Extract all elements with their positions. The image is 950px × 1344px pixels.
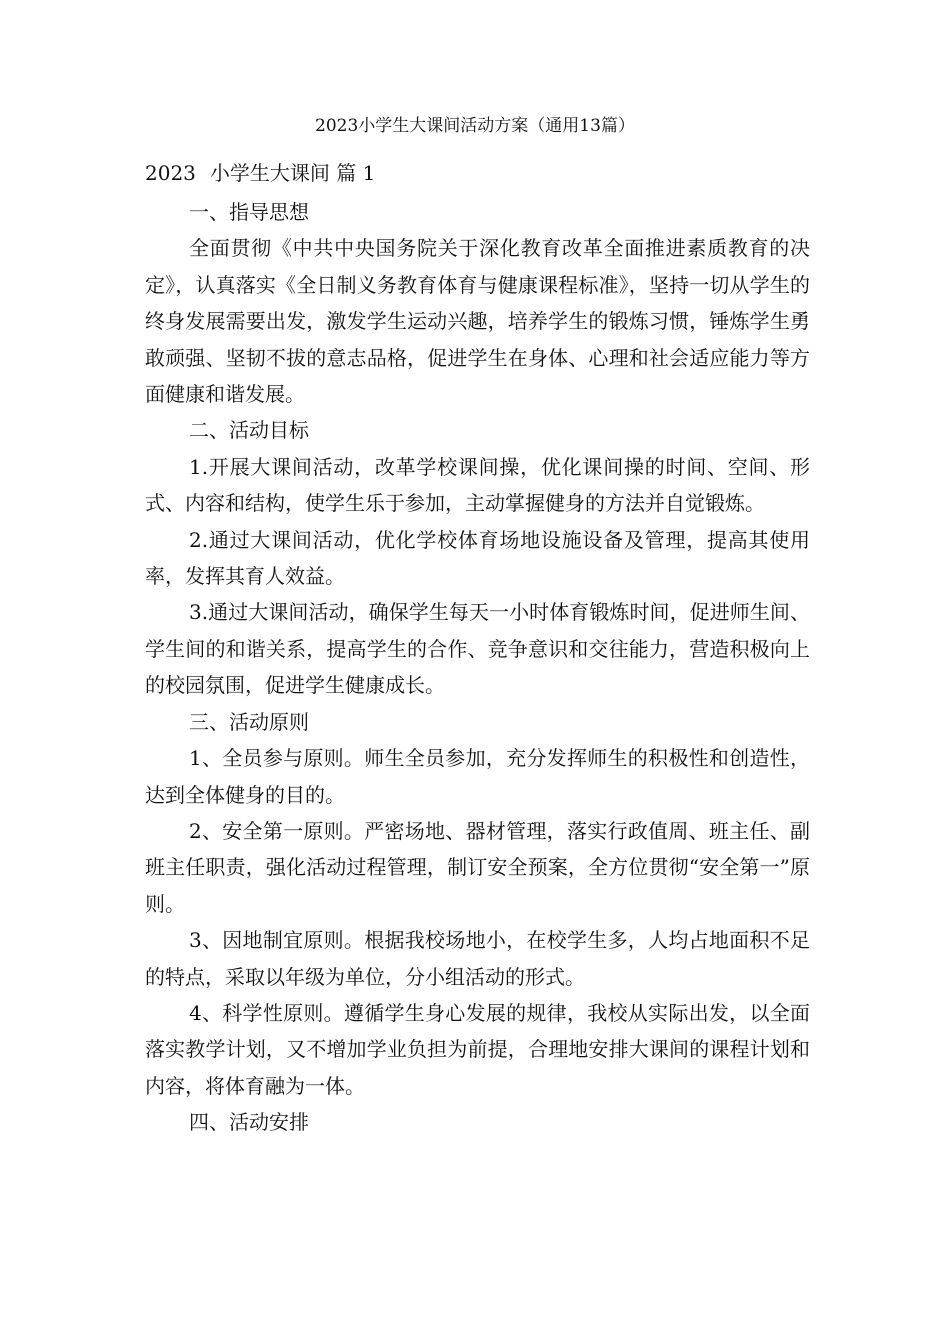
paragraph-goal-2: 2.通过大课间活动，优化学校体育场地设施设备及管理，提高其使用率，发挥其育人效益。 xyxy=(145,527,810,589)
heading-activity-principles: 三、活动原则 xyxy=(189,709,309,734)
paragraph-principle-2: 2、安全第一原则。严密场地、器材管理，落实行政值周、班主任、副班主任职责，强化活动过程管理，制订安全预案，全方位贯彻“安全第一”原则。 xyxy=(145,818,810,916)
paragraph-principle-1: 1、全员参与原则。师生全员参加，充分发挥师生的积极性和创造性，达到全体健身的目的。 xyxy=(145,746,810,807)
section-heading-year: 2023 xyxy=(145,161,196,185)
paragraph-principle-4: 4、科学性原则。遵循学生身心发展的规律，我校从实际出发，以全面落实教学计划，又不增加学业负担为前提，合理地安排大课间的课程计划和内容，将体育融为一体。 xyxy=(145,1000,810,1098)
paragraph-principle-3: 3、因地制宜原则。根据我校场地小，在校学生多，人均占地面积不足的特点，采取以年级为单位，分小组活动的形式。 xyxy=(145,928,810,989)
paragraph-guiding-ideology: 全面贯彻《中共中央国务院关于深化教育改革全面推进素质教育的决定》，认真落实《全日制义务教育体育与健康课程标准》，坚持一切从学生的终身发展需要出发，激发学生运动兴趣，培养学生的锻炼习惯，锤炼学生勇敢顽强、坚韧不拔的意志品格，促进学生在身体、心理和社会适应能力等方面健康和谐发展。 xyxy=(145,236,810,407)
paragraph-goal-3: 3.通过大课间活动，确保学生每天一小时体育锻炼时间，促进师生间、学生间的和谐关系，提高学生的合作、竞争意识和交往能力，营造积极向上的校园氛围，促进学生健康成长。 xyxy=(145,600,810,698)
document-body xyxy=(145,194,810,1141)
document-title: 2023小学生大课间活动方案（通用13篇） xyxy=(315,116,635,136)
heading-activity-arrangement: 四、活动安排 xyxy=(189,1110,309,1135)
section-heading-text: 小学生大课间 篇 1 xyxy=(209,161,376,185)
paragraph-goal-1: 1.开展大课间活动，改革学校课间操，优化课间操的时间、空间、形式、内容和结构，使学生乐于参加，主动掌握健身的方法并自觉锻炼。 xyxy=(145,454,810,516)
heading-activity-goals: 二、活动目标 xyxy=(189,418,309,443)
section-heading xyxy=(145,158,375,188)
heading-guiding-ideology: 一、指导思想 xyxy=(189,200,309,224)
